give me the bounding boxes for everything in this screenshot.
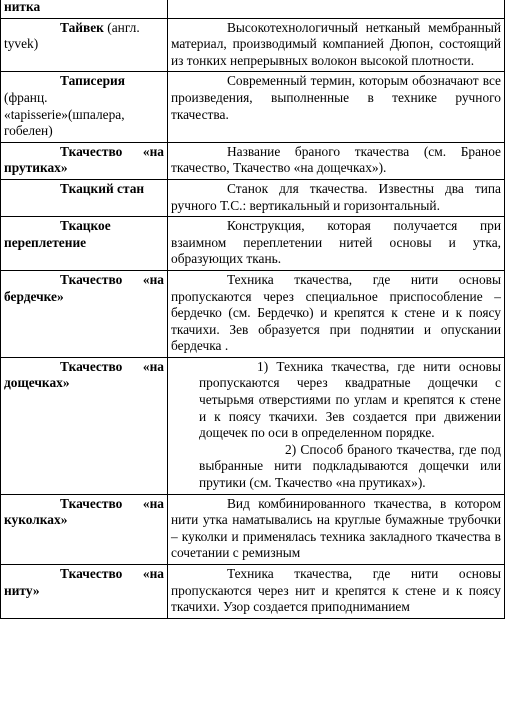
definition-cell xyxy=(168,270,505,357)
term-name: Таписерия xyxy=(60,73,126,89)
definition-cell xyxy=(168,142,505,179)
definition-text: Вид комбинированного ткачества, в котором нити утка наматывались на круглые бумажные трубочки – куколки и применялась техника закладного ткачества в сочетании с ремизным xyxy=(171,495,501,561)
definition-cell xyxy=(168,0,505,18)
definition-part-2: 2) Способ браного ткачества, где под выбранные нити подкладываются дощечки или прутики (см. Ткачество «на прутиках»). xyxy=(199,441,501,491)
table-row xyxy=(1,72,505,142)
term-cell xyxy=(1,270,168,357)
term-name: Ткацкое переплетение xyxy=(4,218,111,250)
definition-cell xyxy=(168,494,505,564)
table-row xyxy=(1,270,505,357)
term-name: Ткачество «на прутиках» xyxy=(4,143,164,176)
term-name: Ткачество «на дощечках» xyxy=(4,358,164,391)
table-row xyxy=(1,0,505,18)
definition-text: Высокотехнологичный нетканый мембранный материал, производимый компанией Дюпон, состоящий из тонких непрерывных волокон высокой плотности. xyxy=(171,19,501,68)
term-cell xyxy=(1,72,168,142)
term-note: (франц. «tapisserie»(шпалера, гобелен) xyxy=(4,89,125,139)
term-cell xyxy=(1,179,168,216)
term-cell xyxy=(1,18,168,72)
definition-cell xyxy=(168,565,505,619)
definition-text: Станок для ткачества. Известны два типа ручного Т.С.: вертикальный и горизонтальный. xyxy=(171,180,501,213)
table-row xyxy=(1,494,505,564)
term-name: Ткачество «на бердечке» xyxy=(4,271,164,304)
term-name: Тайвек xyxy=(60,19,104,35)
definition-text: Техника ткачества, где нити основы пропускаются через специальное приспособление – бердечко (см. Бердечко) и крепятся к стене и к поясу ткачихи. Зев образуется при поднятии и опускании бердечка . xyxy=(171,271,501,354)
definition-cell xyxy=(168,18,505,72)
definition-text: Конструкция, которая получается при взаимном переплетении нитей основы и утка, образующих ткань. xyxy=(171,218,501,267)
term-cell xyxy=(1,357,168,494)
term-cell xyxy=(1,142,168,179)
definition-text: Современный термин, которым обозначают все произведения, выполненные в технике ручного ткачества. xyxy=(171,73,501,122)
term-cell xyxy=(1,217,168,271)
definition-cell xyxy=(168,72,505,142)
term-name: Ткацкий стан xyxy=(60,180,145,196)
definition-text: Техника ткачества, где нити основы пропускаются через нит и крепятся к стене и к поясу ткачихи. Узор создается приподниманием xyxy=(171,566,501,615)
table-row xyxy=(1,357,505,494)
definition-cell xyxy=(168,357,505,494)
definition-text: Название браного ткачества (см. Браное ткачество, Ткачество «на дощечках»). xyxy=(171,143,501,176)
table-row xyxy=(1,18,505,72)
definition-part-1: 1) Техника ткачества, где нити основы пропускаются через квадратные дощечки с четырьмя отверстиями по углам и крепятся к стене и к поясу ткачихи. Зев создается при движении дощечек по оси в определенном порядке. xyxy=(199,358,501,441)
term-cell xyxy=(1,0,168,18)
term-name: нитка xyxy=(4,0,41,14)
definition-cell xyxy=(168,179,505,216)
term-cell xyxy=(1,565,168,619)
definition-cell xyxy=(168,217,505,271)
table-row xyxy=(1,179,505,216)
term-name: Ткачество «на куколках» xyxy=(4,495,164,528)
term-name: Ткачество «на ниту» xyxy=(4,566,164,598)
table-row xyxy=(1,565,505,619)
table-row xyxy=(1,142,505,179)
term-note: (англ. tyvek) xyxy=(4,19,140,52)
table-row xyxy=(1,217,505,271)
term-cell xyxy=(1,494,168,564)
